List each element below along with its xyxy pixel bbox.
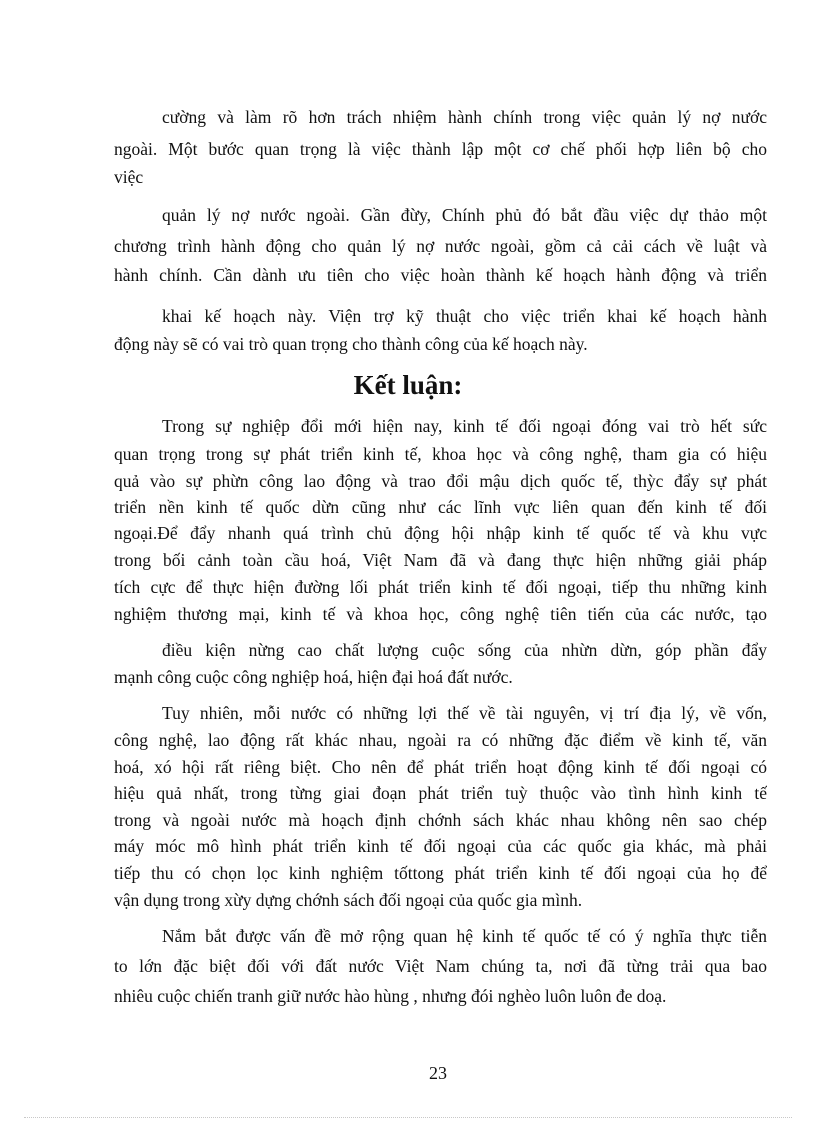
paragraph-4-line-2: quan trọng trong sự phát triển kinh tế, khoa học và công nghệ, tham gia có hiệu <box>114 444 767 464</box>
paragraph-7-line-3: nhiêu cuộc chiến tranh giữ nước hào hùng , nhưng đói nghèo luôn luôn đe doạ. <box>114 986 667 1006</box>
paragraph-5-line-2: mạnh công cuộc công nghiệp hoá, hiện đại hoá đất nước. <box>114 667 513 687</box>
paragraph-4-line-8: nghiệm thương mại, kinh tế và khoa học, công nghệ tiên tiến của các nước, tạo <box>114 604 767 624</box>
paragraph-2-line-3: hành chính. Cần dành ưu tiên cho việc hoàn thành kế hoạch hành động và triển <box>114 265 767 285</box>
paragraph-4-line-7: tích cực để thực hiện đường lối phát triển kinh tế đối ngoại, tiếp thu những kinh <box>114 577 767 597</box>
page-bottom-rule <box>24 1117 792 1118</box>
paragraph-6-line-7: tiếp thu có chọn lọc kinh nghiệm tốttong phát triển kinh tế đối ngoại của họ để <box>114 863 767 883</box>
paragraph-2-line-2: chương trình hành động cho quản lý nợ nước ngoài, gồm cả cải cách về luật và <box>114 236 767 256</box>
paragraph-6-line-6: máy móc mô hình phát triển kinh tế đối ngoại của các quốc gia khác, mà phải <box>114 836 767 856</box>
paragraph-2-line-1: quản lý nợ nước ngoài. Gần đừy, Chính phủ đó bắt đầu việc dự thảo một <box>162 205 767 225</box>
paragraph-7-line-2: to lớn đặc biệt đối với đất nước Việt Nam chúng ta, nơi đã từng trải qua bao <box>114 956 767 976</box>
paragraph-6-line-3: hoá, xó hội rất riêng biệt. Cho nên để phát triển hoạt động kinh tế đối ngoại có <box>114 757 767 777</box>
paragraph-1-line-3: việc <box>114 167 144 187</box>
paragraph-6-line-4: hiệu quả nhất, trong từng giai đoạn phát triển tuỳ thuộc vào tình hình kinh tế <box>114 783 767 803</box>
section-heading: Kết luận: <box>353 370 463 400</box>
paragraph-4-line-1: Trong sự nghiệp đổi mới hiện nay, kinh tế đối ngoại đóng vai trò hết sức <box>162 416 767 436</box>
paragraph-5-line-1: điều kiện nừng cao chất lượng cuộc sống của nhừn dừn, góp phần đẩy <box>162 640 767 660</box>
paragraph-4-line-5: ngoại.Để đẩy nhanh quá trình chủ động hội nhập kinh tế quốc tế và khu vực <box>114 523 767 543</box>
paragraph-3-line-2: động này sẽ có vai trò quan trọng cho thành công của kế hoạch này. <box>114 334 588 354</box>
paragraph-6-line-5: trong và ngoài nước mà hoạch định chớnh sách khác nhau không nên sao chép <box>114 810 767 830</box>
paragraph-4-line-4: triển nền kinh tế quốc dừn cũng như các lĩnh vực liên quan đến kinh tế đối <box>114 497 767 517</box>
paragraph-3-line-1: khai kế hoạch này. Viện trợ kỹ thuật cho việc triển khai kế hoạch hành <box>162 306 767 326</box>
paragraph-6-line-1: Tuy nhiên, mỗi nước có những lợi thế về tài nguyên, vị trí địa lý, về vốn, <box>162 703 767 723</box>
paragraph-1-line-1: cường và làm rõ hơn trách nhiệm hành chính trong việc quản lý nợ nước <box>162 107 767 127</box>
paragraph-7-line-1: Nắm bắt được vấn đề mở rộng quan hệ kinh tế quốc tế có ý nghĩa thực tiễn <box>162 926 767 946</box>
page-number: 23 <box>429 1063 447 1083</box>
paragraph-4-line-6: trong bối cảnh toàn cầu hoá, Việt Nam đã và đang thực hiện những giải pháp <box>114 550 767 570</box>
paragraph-6-line-8: vận dụng trong xừy dựng chớnh sách đối ngoại của quốc gia mình. <box>114 890 583 910</box>
paragraph-6-line-2: công nghệ, lao động rất khác nhau, ngoài ra có những đặc điểm về kinh tế, văn <box>114 730 767 750</box>
paragraph-1-line-2: ngoài. Một bước quan trọng là việc thành lập một cơ chế phối hợp liên bộ cho <box>114 139 767 159</box>
paragraph-4-line-3: quả vào sự phừn công lao động và trao đổi mậu dịch quốc tế, thỳc đẩy sự phát <box>114 471 767 491</box>
